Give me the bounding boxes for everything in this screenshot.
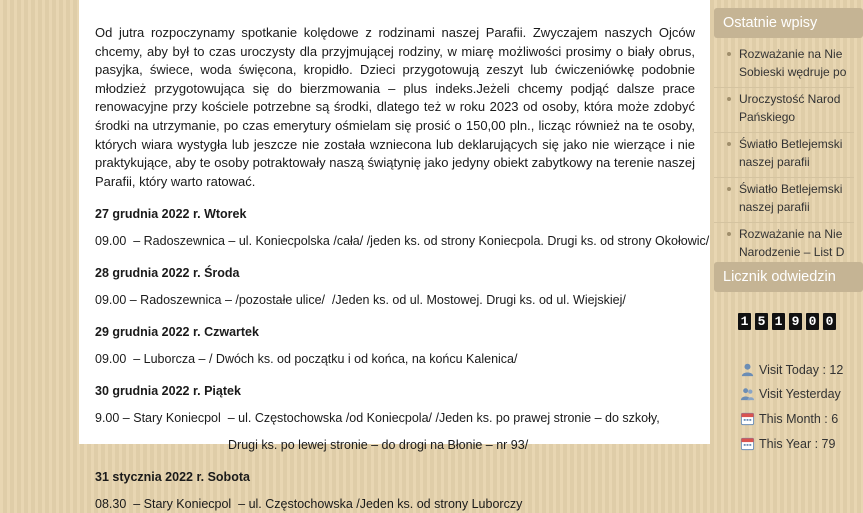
- schedule-line: Drugi ks. po lewej stronie – do drogi na Błonie – nr 93/: [228, 438, 529, 453]
- schedule-date: 28 grudnia 2022 r. Środa: [95, 266, 240, 281]
- bullet-icon: [727, 52, 731, 56]
- visit-stat-label: This Month : 6: [759, 412, 839, 426]
- schedule-date: 31 stycznia 2022 r. Sobota: [95, 470, 250, 485]
- schedule-date: 30 grudnia 2022 r. Piątek: [95, 384, 241, 399]
- counter-digit: 5: [755, 313, 768, 330]
- recent-posts-list: [714, 43, 854, 268]
- recent-post-link[interactable]: Światło Betlejemski naszej parafii: [739, 182, 843, 214]
- bullet-icon: [727, 187, 731, 191]
- sidebar: [714, 0, 847, 451]
- schedule-line: 09.00 – Radoszewnica – /pozostałe ulice/ /Jeden ks. od ul. Mostowej. Drugi ks. od ul. Wiejskiej/: [95, 293, 626, 308]
- recent-post-item[interactable]: [714, 43, 854, 88]
- schedule-date: 27 grudnia 2022 r. Wtorek: [95, 207, 247, 222]
- recent-post-link[interactable]: Rozważanie na Nie Sobieski wędruje po: [739, 47, 847, 79]
- counter-digit: 9: [789, 313, 802, 330]
- bullet-icon: [727, 97, 731, 101]
- recent-post-item[interactable]: [714, 178, 854, 223]
- visit-stat-label: Visit Today : 12: [759, 363, 844, 377]
- schedule-line: 9.00 – Stary Koniecpol – ul. Częstochowska /od Koniecpola/ /Jeden ks. po prawej stronie – do szkoły,: [95, 411, 660, 426]
- recent-post-link[interactable]: Rozważanie na Nie Narodzenie – List D: [739, 227, 845, 259]
- schedule-date: 29 grudnia 2022 r. Czwartek: [95, 325, 259, 340]
- recent-post-item[interactable]: [714, 88, 854, 133]
- article-body: [79, 0, 710, 513]
- recent-post-link[interactable]: Uroczystość Narod Pańskiego: [739, 92, 841, 124]
- bullet-icon: [727, 142, 731, 146]
- visit-stat-label: This Year : 79: [759, 437, 836, 451]
- recent-post-link[interactable]: Światło Betlejemski naszej parafii: [739, 137, 843, 169]
- counter-digit: 1: [772, 313, 785, 330]
- recent-post-item[interactable]: [714, 133, 854, 178]
- schedule-line: 09.00 – Radoszewnica – ul. Koniecpolska /cała/ /jeden ks. od strony Koniecpola. Drugi ks. od strony Okołowic/: [95, 234, 710, 249]
- calendar-icon: [740, 436, 755, 451]
- calendar-icon: [740, 411, 755, 426]
- counter-digit: 0: [823, 313, 836, 330]
- visit-counter-title: Licznik odwiedzin: [714, 262, 863, 292]
- article-content: [79, 0, 710, 512]
- visit-counter-digits: [738, 313, 836, 330]
- user-icon: [740, 362, 755, 377]
- article-intro: Od jutra rozpoczynamy spotkanie kolędowe z rodzinami naszej Parafii. Zwyczajem naszych Ojców chcemy, aby był to czas uroczysty dla przyjmującej rodziny, w miarę możliwości prosimy o biały obrus, pasyjka, świece, woda święcona, kropidło. Dzieci przygotowują zeszyt lub ćwiczeniówkę podobnie młodzież przygotowująca się do bierzmowania – plus indeks.Jeżeli chcemy podjąć dalsze prace renowacyjne przy kościele potrzebne są środki, dlatego też w roku 2023 od osoby, która może zdobyć środki na utrzymanie, po czas emerytury ośmielam się prosić o 150,00 pln., licząc również na te osoby, których wiara wystygła lub jeszcze nie została wzniecona lub deklarujących się jako nie wierzące i nie praktykujące, aby te osoby potraktowały naszą świątynię jako jedyny obiekt zabytkowy na terenie naszej Parafii, który warto ratować.: [95, 25, 695, 189]
- users-icon: [740, 386, 755, 401]
- counter-digit: 1: [738, 313, 751, 330]
- schedule-line: 09.00 – Luborcza – / Dwóch ks. od początku i od końca, na końcu Kalenica/: [95, 352, 518, 367]
- counter-digit: 0: [806, 313, 819, 330]
- bullet-icon: [727, 232, 731, 236]
- schedule-line: 08.30 – Stary Koniecpol – ul. Częstochowska /Jeden ks. od strony Luborczy: [95, 497, 523, 512]
- visit-stat-label: Visit Yesterday: [759, 387, 841, 401]
- recent-posts-title: Ostatnie wpisy: [714, 8, 863, 38]
